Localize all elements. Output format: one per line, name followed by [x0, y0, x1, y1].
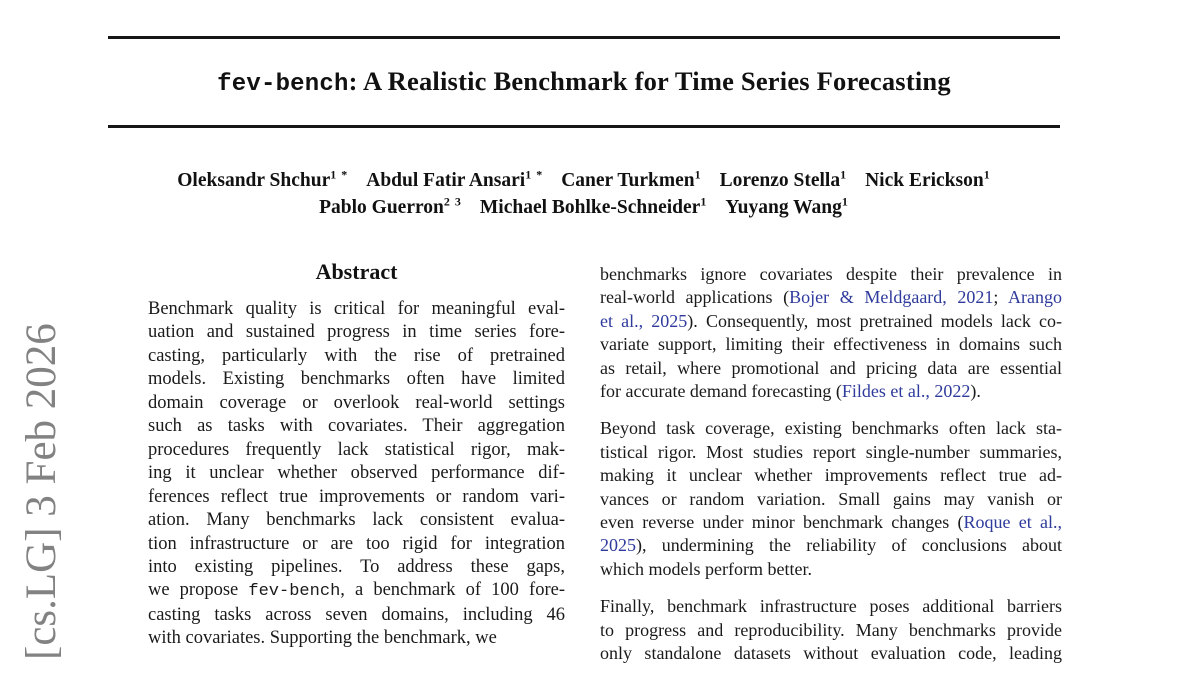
text-line — [600, 619, 1062, 642]
text-line — [148, 509, 565, 532]
text-line — [148, 627, 565, 650]
text-span: which models perform better. — [600, 558, 812, 579]
text-span: Beyond task coverage, existing benchmarks often lack sta- — [600, 418, 1062, 439]
text-span: benchmarks ignore covariates despite their prevalence in — [600, 264, 1062, 284]
text-line — [600, 333, 1062, 356]
text-line — [148, 345, 565, 368]
author-name: Pablo Guerron$^{2 3}$ — [319, 194, 462, 218]
text-line — [600, 595, 1062, 618]
author-affiliation-sup: 1 — [700, 194, 708, 208]
body-paragraph — [600, 263, 1062, 403]
author-name: Caner Turkmen$^1$ — [561, 167, 702, 191]
text-span: Benchmark quality is critical for meaningful eval- — [148, 299, 565, 319]
header-rule-top — [108, 36, 1060, 39]
text-line — [600, 534, 1062, 557]
text-span: casting, particularly with the rise of pretrained — [148, 345, 565, 366]
text-line — [600, 310, 1062, 333]
text-line — [148, 462, 565, 485]
text-line — [600, 263, 1062, 286]
text-line — [148, 392, 565, 415]
text-span: tistical rigor. Most studies report single-number summaries, — [600, 441, 1062, 462]
text-line — [148, 579, 565, 603]
text-span: real-world applications ( — [600, 287, 790, 308]
text-span: , a benchmark of 100 fore- — [340, 580, 565, 601]
text-span: uation and sustained progress in time series fore- — [148, 322, 565, 343]
author-name: Oleksandr Shchur$^{1 *}$ — [177, 167, 349, 191]
abstract-section — [148, 259, 565, 651]
text-line — [600, 286, 1062, 309]
header-rule-bottom — [108, 125, 1060, 128]
text-span: vances or random variation. Small gains may vanish or — [600, 488, 1062, 509]
text-line — [600, 558, 1062, 581]
author-affiliation-sup: 1 — [840, 167, 848, 181]
introduction-text — [600, 263, 1062, 680]
text-span: ), undermining the reliability of conclusions about — [636, 535, 1062, 556]
text-span: as retail, where promotional and pricing data are essential — [600, 357, 1062, 378]
author-affiliation-sup: 1 — [841, 194, 849, 208]
text-line — [600, 488, 1062, 511]
text-line — [148, 368, 565, 391]
text-line — [148, 321, 565, 344]
text-span: ation. Many benchmarks lack consistent evalua- — [148, 510, 565, 531]
text-line — [600, 417, 1062, 440]
citation-link[interactable]: Fildes et al., 2022 — [841, 381, 971, 402]
citation-link[interactable]: 2025 — [600, 535, 636, 556]
text-span: even reverse under minor benchmark changes ( — [600, 512, 964, 533]
text-span: casting tasks across seven domains, including 46 — [148, 604, 565, 625]
text-span: models. Existing benchmarks often have limited — [148, 369, 565, 390]
author-affiliation-sup: 1 * — [525, 167, 544, 181]
text-span: we propose — [148, 580, 249, 601]
text-span: making it unclear whether improvements reflect true ad- — [600, 465, 1062, 486]
text-line — [148, 556, 565, 579]
text-span: into existing pipelines. To address these gaps, — [148, 556, 565, 577]
author-name: Nick Erickson$^1$ — [865, 167, 991, 191]
text-span: such as tasks with covariates. Their aggregation — [148, 416, 565, 437]
paper-title-rest: : A Realistic Benchmark for Time Series Forecasting — [348, 66, 951, 96]
citation-link[interactable]: Roque et al., — [963, 512, 1062, 533]
author-affiliation-sup: 2 3 — [443, 194, 462, 208]
inline-code: fev-bench — [248, 582, 341, 602]
text-line — [148, 298, 565, 321]
citation-link[interactable]: et al., 2025 — [600, 310, 688, 331]
text-span: ; — [993, 287, 1009, 308]
text-span: variate support, limiting their effectiveness in domains such — [600, 334, 1062, 355]
author-name: Lorenzo Stella$^1$ — [719, 167, 848, 191]
text-line — [600, 380, 1062, 403]
paper-title — [108, 66, 1060, 98]
text-span: ). Consequently, most pretrained models lack co- — [687, 310, 1062, 331]
text-line — [148, 486, 565, 509]
author-line-2 — [108, 194, 1060, 219]
author-name: Yuyang Wang$^1$ — [725, 194, 849, 218]
text-line — [600, 464, 1062, 487]
text-span: ing it unclear whether observed performance dif- — [148, 463, 565, 484]
text-span: with covariates. Supporting the benchmark, we — [148, 628, 497, 649]
author-affiliation-sup: 1 — [983, 167, 991, 181]
author-name: Michael Bohlke-Schneider$^1$ — [479, 194, 708, 218]
text-line — [600, 441, 1062, 464]
text-span: only standalone datasets without evaluation code, leading — [600, 643, 1062, 664]
text-line — [148, 604, 565, 627]
text-span: tion infrastructure or are too rigid for integration — [148, 533, 565, 554]
author-line-1 — [108, 167, 1060, 192]
text-span: to progress and reproducibility. Many benchmarks provide — [600, 619, 1062, 640]
text-span: domain coverage or overlook real-world settings — [148, 392, 565, 413]
abstract-text — [148, 298, 565, 651]
body-paragraph — [600, 595, 1062, 665]
text-line — [148, 415, 565, 438]
text-span: Finally, benchmark infrastructure poses additional barriers — [600, 596, 1062, 617]
text-line — [600, 642, 1062, 665]
text-line — [148, 439, 565, 462]
paper-title-mono-part: fev-bench — [217, 71, 349, 98]
abstract-heading: Abstract — [315, 259, 398, 284]
author-affiliation-sup: 1 — [694, 167, 702, 181]
text-span: ferences reflect true improvements or random vari- — [148, 486, 565, 507]
text-line — [600, 511, 1062, 534]
body-paragraph — [600, 417, 1062, 581]
text-line — [148, 533, 565, 556]
arxiv-sidebar-label: [cs.LG] 3 Feb 2026 — [18, 323, 65, 660]
text-span: ). — [970, 381, 981, 402]
text-line — [600, 357, 1062, 380]
text-span: for accurate demand forecasting ( — [600, 381, 842, 402]
citation-link[interactable]: Bojer & Meldgaard, 2021 — [789, 287, 994, 308]
text-span: procedures frequently lack statistical rigor, mak- — [148, 439, 565, 460]
author-affiliation-sup: 1 * — [330, 167, 349, 181]
citation-link[interactable]: Arango — [1008, 287, 1062, 308]
author-name: Abdul Fatir Ansari$^{1 *}$ — [366, 167, 544, 191]
